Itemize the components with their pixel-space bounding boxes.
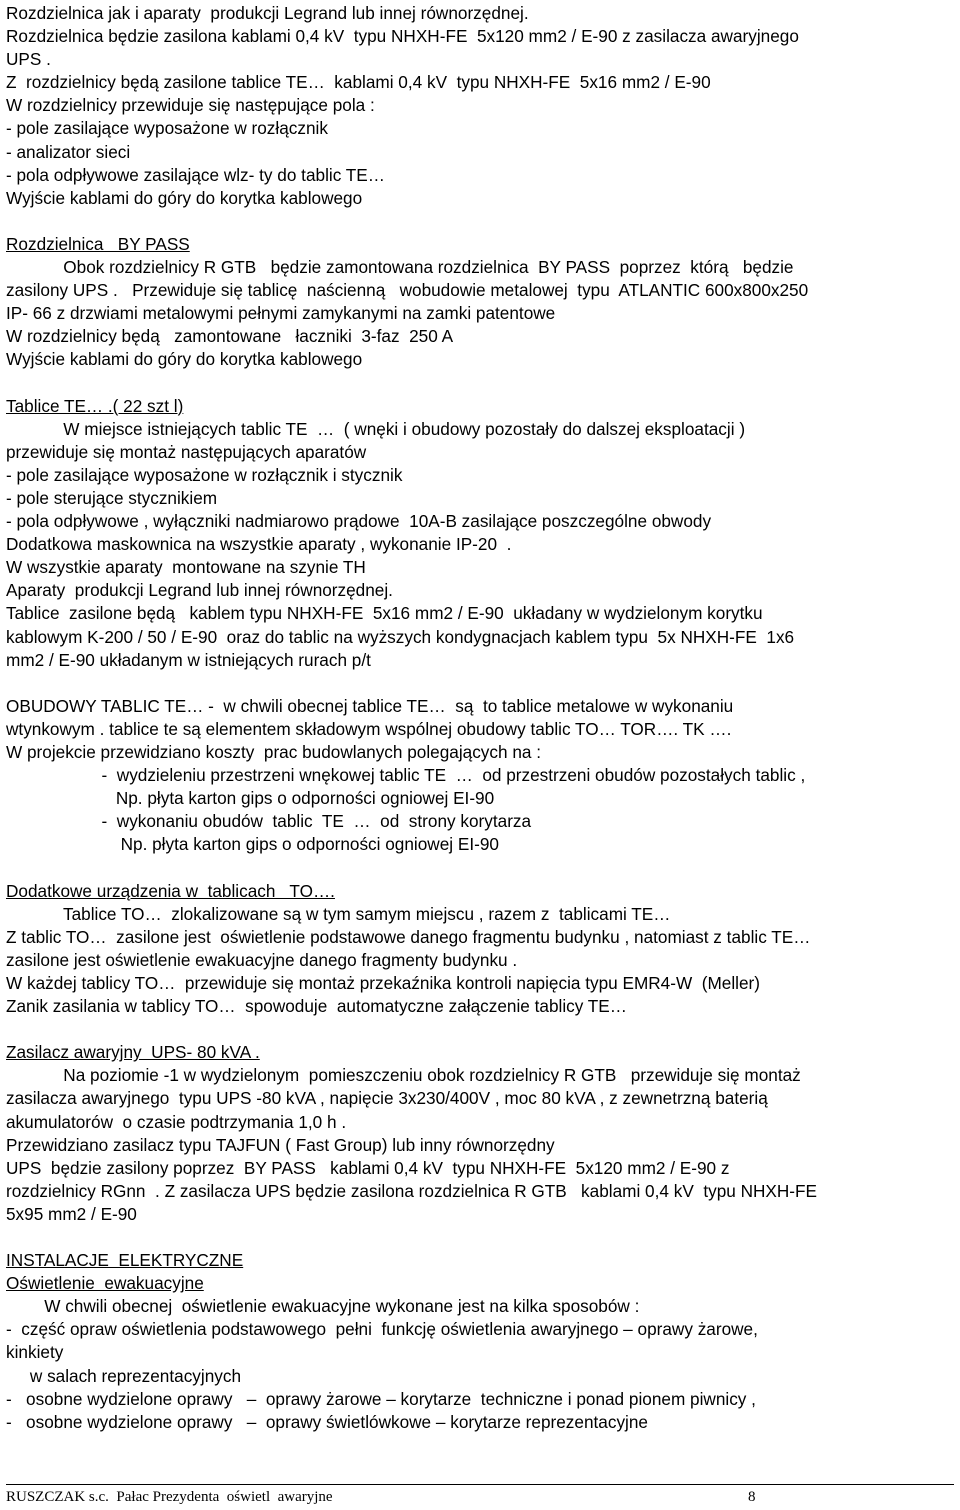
blank-line	[6, 1226, 954, 1249]
list-item: - pole sterujące stycznikiem	[6, 487, 218, 508]
text-line: kablowym K-200 / 50 / E-90 oraz do tablic na wyższych kondygnacjach kablem typu 5x NHXH-FE 1x6	[6, 626, 795, 647]
blank-line	[6, 856, 954, 879]
list-item: - pola odpływowe zasilające wlz- ty do tablic TE…	[6, 164, 385, 185]
text-line: W rozdzielnicy będą zamontowane łaczniki 3-faz 250 A	[6, 326, 454, 347]
text-line: Np. płyta karton gips o odporności ogniowej EI-90	[6, 788, 495, 809]
footer-text: RUSZCZAK s.c. Pałac Prezydenta oświetl awaryjne	[6, 1489, 333, 1505]
text-line: Z tablic TO… zasilone jest oświetlenie podstawowe danego fragmentu budynku , natomiast z tablic TE…	[6, 926, 811, 947]
section-heading-ups: Zasilacz awaryjny UPS- 80 kVA .	[6, 1042, 260, 1063]
list-item: - pola odpływowe , wyłączniki nadmiarowo prądowe 10A-B zasilające poszczególne obwody	[6, 511, 712, 532]
text-line: zasilone jest oświetlenie ewakuacyjne danego fragmenty budynku .	[6, 949, 518, 970]
text-line: W rozdzielnicy przewiduje się następujące pola :	[6, 95, 375, 116]
text-line: Aparaty produkcji Legrand lub innej równorzędnej.	[6, 580, 393, 601]
blank-line	[6, 210, 954, 233]
text-line: IP- 66 z drzwiami metalowymi pełnymi zamykanymi na zamki patentowe	[6, 303, 556, 324]
text-line: zasilacza awaryjnego typu UPS -80 kVA , napięcie 3x230/400V , moc 80 kVA , z zewnetrzną baterią	[6, 1088, 768, 1109]
text-line: W chwili obecnej oświetlenie ewakuacyjne wykonane jest na kilka sposobów :	[6, 1296, 640, 1317]
text-line: kinkiety	[6, 1342, 64, 1363]
subsection-heading-oswietlenie: Oświetlenie ewakuacyjne	[6, 1273, 204, 1294]
text-line: Np. płyta karton gips o odporności ogniowej EI-90	[6, 834, 499, 855]
text-line: Na poziomie -1 w wydzielonym pomieszczeniu obok rozdzielnicy R GTB przewiduje się montaż	[6, 1065, 801, 1086]
page-footer	[6, 1484, 954, 1505]
page-number: 8	[748, 1489, 756, 1505]
list-item: - osobne wydzielone oprawy – oprawy świetlówkowe – korytarze reprezentacyjne	[6, 1411, 648, 1432]
text-line: W wszystkie aparaty montowane na szynie TH	[6, 557, 366, 578]
list-item: - pole zasilające wyposażone w rozłącznik i stycznik	[6, 464, 403, 485]
text-line: Zanik zasilania w tablicy TO… spowoduje automatyczne załączenie tablicy TE…	[6, 996, 627, 1017]
text-line: mm2 / E-90 układanym w istniejących rurach p/t	[6, 649, 371, 670]
blank-line	[6, 672, 954, 695]
list-item: - analizator sieci	[6, 141, 131, 162]
text-line: w salach reprezentacyjnych	[6, 1365, 242, 1386]
text-line: Wyjście kablami do góry do korytka kablowego	[6, 349, 363, 370]
text-line: Wyjście kablami do góry do korytka kablowego	[6, 187, 363, 208]
list-item: - pole zasilające wyposażone w rozłącznik	[6, 118, 328, 139]
section-heading-instalacje: INSTALACJE ELEKTRYCZNE	[6, 1250, 244, 1271]
text-line: akumulatorów o czasie podtrzymania 1,0 h .	[6, 1111, 347, 1132]
text-line: Dodatkowa maskownica na wszystkie aparaty , wykonanie IP-20 .	[6, 534, 512, 555]
list-item: - wydzieleniu przestrzeni wnękowej tablic TE … od przestrzeni obudów pozostałych tablic ,	[6, 765, 806, 786]
text-line: Tablice TO… zlokalizowane są w tym samym miejscu , razem z tablicami TE…	[6, 903, 671, 924]
list-item: - wykonaniu obudów tablic TE … od strony korytarza	[6, 811, 532, 832]
section-heading-bypass: Rozdzielnica BY PASS	[6, 233, 190, 254]
text-line: Rozdzielnica będzie zasilona kablami 0,4 kV typu NHXH-FE 5x120 mm2 / E-90 z zasilacza awaryjnego	[6, 26, 799, 47]
section-heading-dodatkowe: Dodatkowe urządzenia w tablicach TO….	[6, 880, 335, 901]
text-line: W miejsce istniejących tablic TE … ( wnęki i obudowy pozostały do dalszej eksploatacji )	[6, 418, 746, 439]
text-line: UPS będzie zasilony poprzez BY PASS kablami 0,4 kV typu NHXH-FE 5x120 mm2 / E-90 z	[6, 1157, 730, 1178]
text-line: OBUDOWY TABLIC TE… - w chwili obecnej tablice TE… są to tablice metalowe w wykonaniu	[6, 695, 734, 716]
document-body	[6, 2, 954, 1434]
text-line: rozdzielnicy RGnn . Z zasilacza UPS będzie zasilona rozdzielnica R GTB kablami 0,4 kV typu NHXH-FE	[6, 1180, 817, 1201]
text-line: Tablice zasilone będą kablem typu NHXH-FE 5x16 mm2 / E-90 układany w wydzielonym korytku	[6, 603, 763, 624]
blank-line	[6, 372, 954, 395]
text-line: Z rozdzielnicy będą zasilone tablice TE… kablami 0,4 kV typu NHXH-FE 5x16 mm2 / E-90	[6, 72, 711, 93]
text-line: wtynkowym . tablice te są elementem składowym wspólnej obudowy tablic TO… TOR…. TK ….	[6, 718, 732, 739]
text-line: zasilony UPS . Przewiduje się tablicę naścienną wobudowie metalowej typu ATLANTIC 600x800x250	[6, 280, 809, 301]
list-item: - osobne wydzielone oprawy – oprawy żarowe – korytarze techniczne i ponad pionem piwnicy ,	[6, 1388, 756, 1409]
section-heading-tablice-te: Tablice TE… .( 22 szt l)	[6, 395, 184, 416]
text-line: Przewidziano zasilacz typu TAJFUN ( Fast Group) lub inny równorzędny	[6, 1134, 555, 1155]
text-line: Obok rozdzielnicy R GTB będzie zamontowana rozdzielnica BY PASS poprzez którą będzie	[6, 257, 794, 278]
text-line: UPS .	[6, 49, 51, 70]
text-line: W projekcie przewidziano koszty prac budowlanych polegających na :	[6, 742, 541, 762]
list-item: - część opraw oświetlenia podstawowego pełni funkcję oświetlenia awaryjnego – oprawy żarowe,	[6, 1319, 758, 1340]
blank-line	[6, 1018, 954, 1041]
text-line: W każdej tablicy TO… przewiduje się montaż przekaźnika kontroli napięcia typu EMR4-W (Meller)	[6, 972, 760, 993]
text-line: 5x95 mm2 / E-90	[6, 1203, 137, 1224]
text-line: Rozdzielnica jak i aparaty produkcji Legrand lub innej równorzędnej.	[6, 3, 529, 23]
text-line: przewiduje się montaż następujących aparatów	[6, 441, 367, 462]
